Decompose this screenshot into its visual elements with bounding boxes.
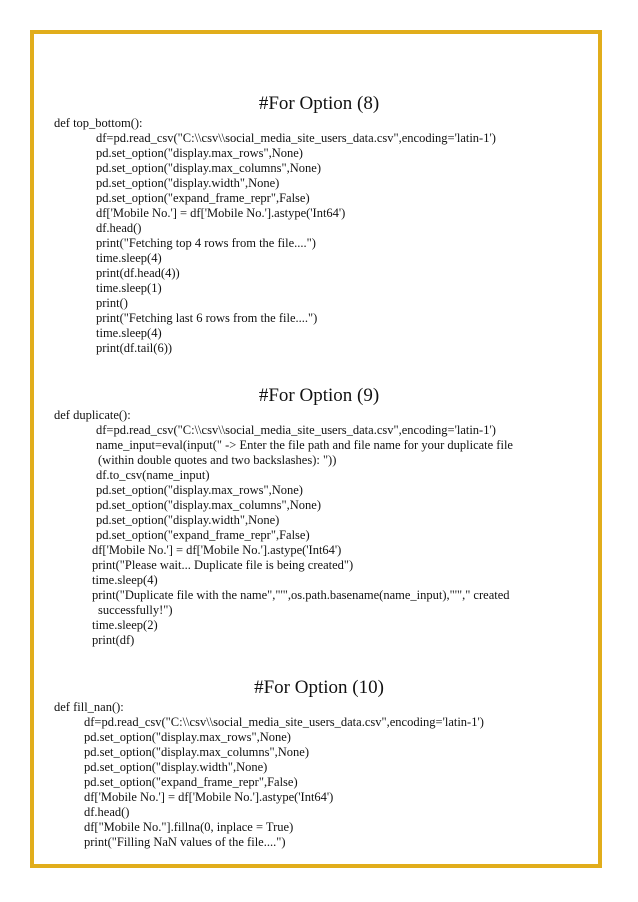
code-line: pd.set_option("display.max_columns",None) [96,161,321,175]
code-line: def duplicate(): [54,408,131,422]
code-line: print(df.tail(6)) [96,341,173,355]
code-line: pd.set_option("display.width",None) [96,513,280,527]
code-line: print("Fetching last 6 rows from the file....") [96,311,318,325]
code-line: print("Fetching top 4 rows from the file....") [96,236,316,250]
code-line: df.head() [84,805,130,819]
code-line: time.sleep(4) [96,326,162,340]
code-line: time.sleep(2) [92,618,158,632]
heading-option-9: #For Option (9) [258,385,380,406]
code-line: pd.set_option("expand_frame_repr",False) [84,775,298,789]
code-line: print("Filling NaN values of the file....") [84,835,286,849]
code-line: time.sleep(1) [96,281,162,295]
code-line: df.to_csv(name_input) [96,468,210,482]
code-line: def top_bottom(): [54,116,143,130]
code-line: df=pd.read_csv("C:\\csv\\social_media_site_users_data.csv",encoding='latin-1') [96,131,496,145]
code-line: df['Mobile No.'] = df['Mobile No.'].astype('Int64') [84,790,334,804]
code-line: pd.set_option("display.max_rows",None) [96,146,303,160]
code-line: df=pd.read_csv("C:\\csv\\social_media_site_users_data.csv",encoding='latin-1') [96,423,496,437]
code-line: print() [96,296,128,310]
code-line: print(df) [92,633,135,647]
code-line: df['Mobile No.'] = df['Mobile No.'].astype('Int64') [96,206,346,220]
code-line: pd.set_option("display.width",None) [96,176,280,190]
code-line: print("Please wait... Duplicate file is being created") [92,558,354,572]
code-line: pd.set_option("display.max_columns",None) [84,745,309,759]
code-line: df.head() [96,221,142,235]
code-line: df["Mobile No."].fillna(0, inplace = True) [84,820,294,834]
code-line: pd.set_option("display.max_columns",None) [96,498,321,512]
code-line: pd.set_option("display.max_rows",None) [96,483,303,497]
code-line: time.sleep(4) [96,251,162,265]
code-line: df['Mobile No.'] = df['Mobile No.'].astype('Int64') [92,543,342,557]
code-line: def fill_nan(): [54,700,124,714]
heading-option-10: #For Option (10) [254,677,384,698]
code-line: pd.set_option("display.width",None) [84,760,268,774]
code-line: pd.set_option("expand_frame_repr",False) [96,191,310,205]
code-line: (within double quotes and two backslashes): ")) [98,453,337,467]
code-line: pd.set_option("expand_frame_repr",False) [96,528,310,542]
code-line: successfully!") [98,603,173,617]
code-line: pd.set_option("display.max_rows",None) [84,730,291,744]
code-line: df=pd.read_csv("C:\\csv\\social_media_site_users_data.csv",encoding='latin-1') [84,715,484,729]
code-line: print("Duplicate file with the name","'",os.path.basename(name_input),"'"," created [92,588,510,602]
heading-option-8: #For Option (8) [258,93,380,114]
code-line: name_input=eval(input(" -> Enter the file path and file name for your duplicate file [96,438,513,452]
code-line: print(df.head(4)) [96,266,180,280]
code-line: time.sleep(4) [92,573,158,587]
